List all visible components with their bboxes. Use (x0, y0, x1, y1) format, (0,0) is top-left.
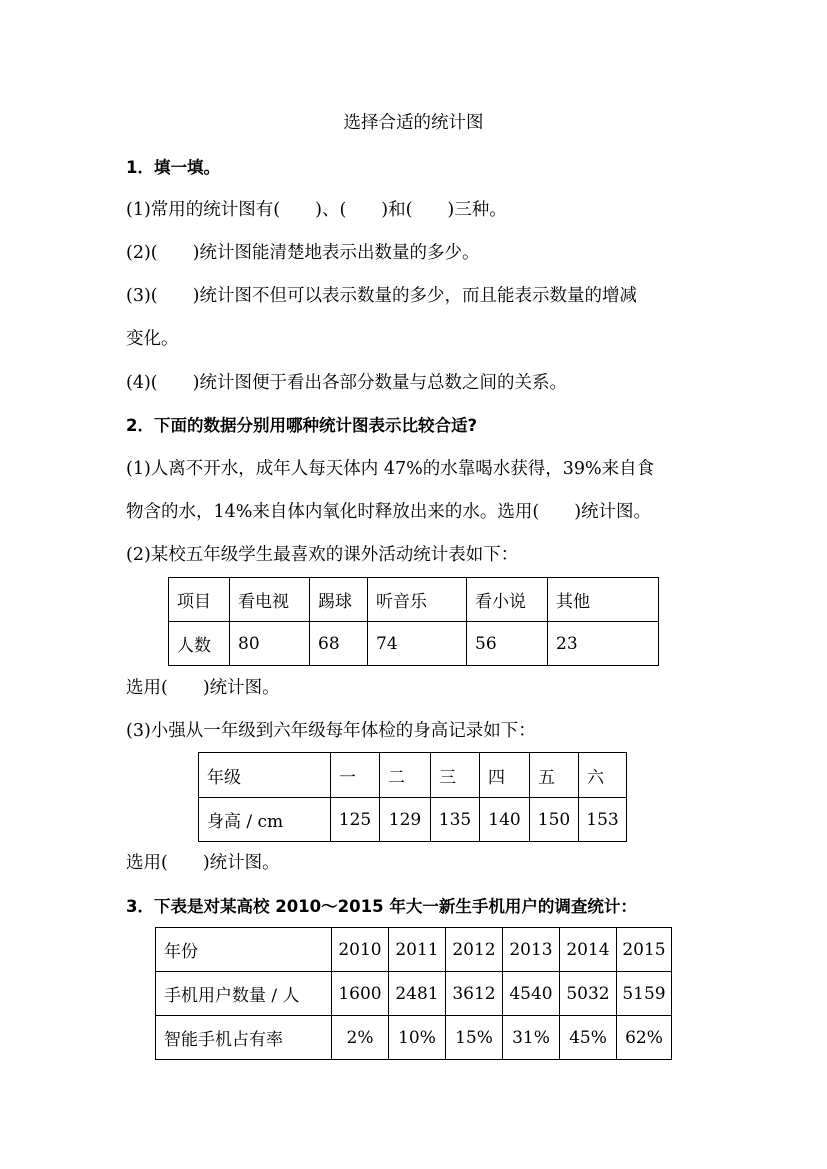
q2-p2-intro: (2)某校五年级学生最喜欢的课外活动统计表如下： (126, 545, 519, 565)
q2-heading: 2．下面的数据分别用哪种统计图表示比较合适? (126, 416, 478, 435)
table-cell: 五 (530, 753, 579, 798)
table-cell: 68 (310, 622, 368, 666)
table-cell: 4540 (503, 972, 560, 1016)
table-cell: 56 (467, 622, 548, 666)
table-cell: 年级 (199, 753, 331, 798)
table-cell: 150 (530, 798, 579, 842)
table-cell: 153 (579, 798, 627, 842)
q1-item-4: (4)( )统计图便于看出各部分数量与总数之间的关系。 (126, 373, 567, 393)
table-cell: 身高 / cm (199, 798, 331, 842)
table-cell: 125 (331, 798, 380, 842)
table-cell: 六 (579, 753, 627, 798)
table-cell: 三 (431, 753, 480, 798)
table-cell: 看小说 (467, 578, 548, 622)
table-cell: 135 (431, 798, 480, 842)
table-cell: 5159 (617, 972, 672, 1016)
table-cell: 踢球 (310, 578, 368, 622)
table-cell: 15% (446, 1016, 503, 1060)
q1-item-2: (2)( )统计图能清楚地表示出数量的多少。 (126, 243, 480, 263)
page-title: 选择合适的统计图 (343, 113, 484, 133)
table-cell: 听音乐 (368, 578, 467, 622)
table-cell: 23 (548, 622, 659, 666)
table-cell: 62% (617, 1016, 672, 1060)
table-cell: 2481 (389, 972, 446, 1016)
table-cell: 129 (380, 798, 431, 842)
table-cell: 45% (560, 1016, 617, 1060)
table-cell: 74 (368, 622, 467, 666)
table-cell: 年份 (156, 928, 332, 972)
q2-p3-answer: 选用( )统计图。 (126, 853, 280, 873)
table-cell: 10% (389, 1016, 446, 1060)
table-cell: 2% (332, 1016, 389, 1060)
height-table (198, 752, 627, 842)
q1-item-1: (1)常用的统计图有( )、( )和( )三种。 (126, 200, 507, 220)
table-cell: 二 (380, 753, 431, 798)
q1-item-3: (3)( )统计图不但可以表示数量的多少，而且能表示数量的增减 (126, 286, 637, 306)
phone-table (155, 927, 672, 1060)
table-cell: 31% (503, 1016, 560, 1060)
table-cell: 人数 (169, 622, 230, 666)
table-cell: 2015 (617, 928, 672, 972)
table-cell: 1600 (332, 972, 389, 1016)
q3-heading: 3．下表是对某高校 2010～2015 年大一新生手机用户的调查统计： (126, 897, 637, 916)
activity-table (168, 577, 659, 666)
table-cell: 其他 (548, 578, 659, 622)
q2-p3-intro: (3)小强从一年级到六年级每年体检的身高记录如下： (126, 721, 536, 741)
q1-heading: 1．填一填。 (126, 158, 220, 177)
q2-p1-line1: (1)人离不开水，成年人每天体内 47%的水靠喝水获得，39%来自食 (126, 459, 655, 479)
q1-item-3-cont: 变化。 (126, 329, 179, 349)
table-cell: 看电视 (230, 578, 310, 622)
table-cell: 一 (331, 753, 380, 798)
q2-p2-answer: 选用( )统计图。 (126, 678, 280, 698)
table-cell: 手机用户数量 / 人 (156, 972, 332, 1016)
q2-p1-line2: 物含的水，14%来自体内氧化时释放出来的水。选用( )统计图。 (126, 502, 652, 522)
table-cell: 140 (480, 798, 530, 842)
table-cell: 3612 (446, 972, 503, 1016)
table-cell: 2014 (560, 928, 617, 972)
table-cell: 2013 (503, 928, 560, 972)
table-cell: 项目 (169, 578, 230, 622)
table-cell: 2012 (446, 928, 503, 972)
table-cell: 2011 (389, 928, 446, 972)
table-cell: 四 (480, 753, 530, 798)
table-cell: 5032 (560, 972, 617, 1016)
table-cell: 2010 (332, 928, 389, 972)
table-cell: 智能手机占有率 (156, 1016, 332, 1060)
table-cell: 80 (230, 622, 310, 666)
